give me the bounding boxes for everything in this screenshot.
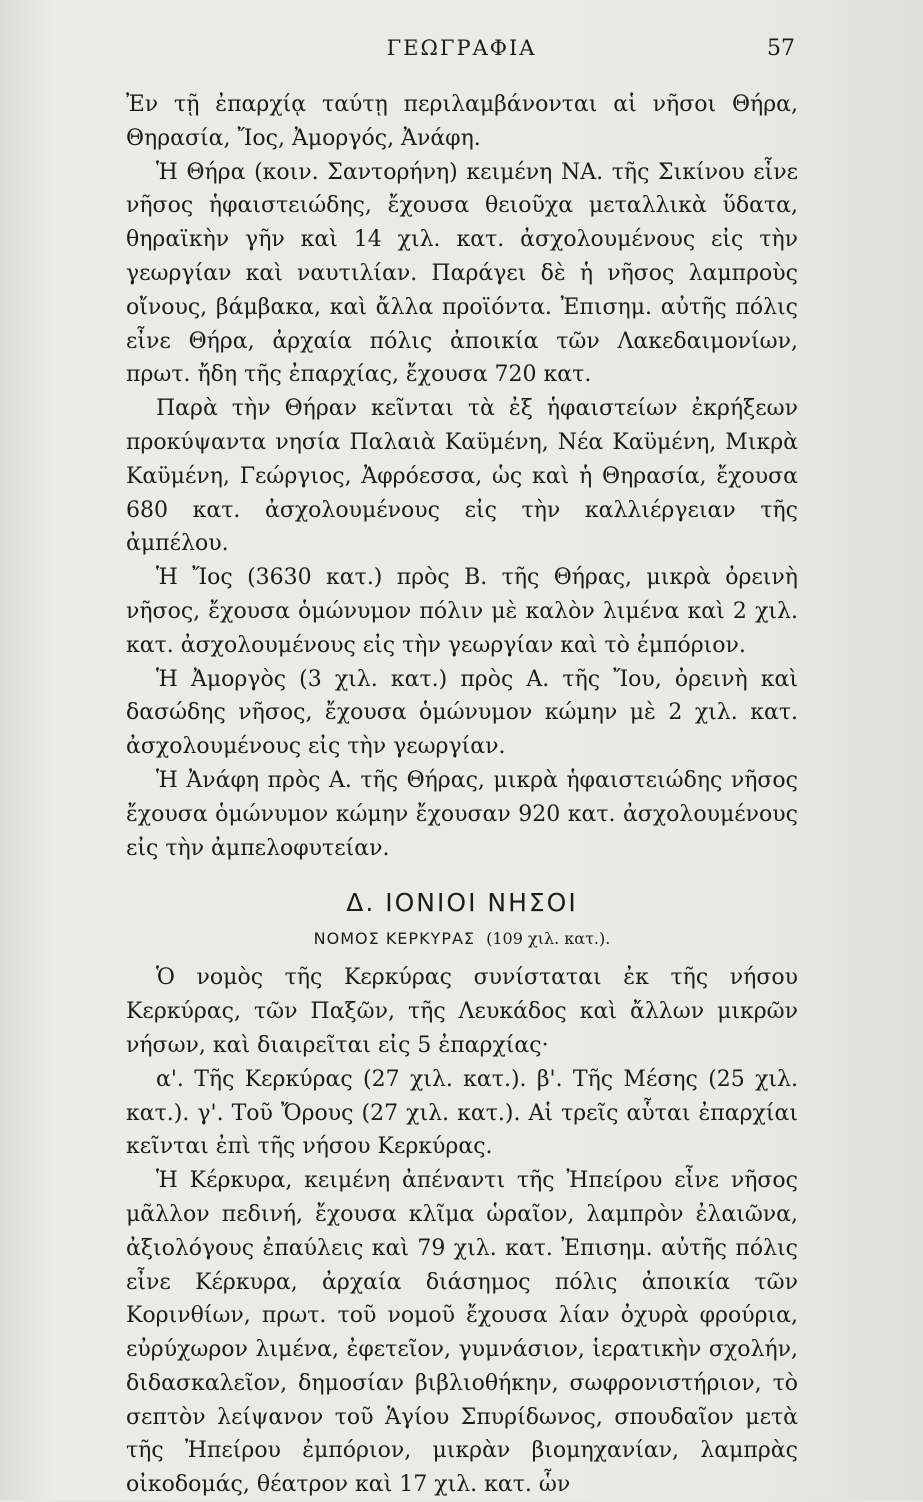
paragraph: Ἡ Ἴος (3630 κατ.) πρὸς Β. τῆς Θήρας, μικρὰ ὀρεινὴ νῆσος, ἔχουσα ὁμώνυμον πόλιν μὲ καλὸν λιμένα καὶ 2 χιλ. κατ. ἀσχολουμένους εἰς τὴν γεωργίαν καὶ τὸ ἐμπόριον. (126, 565, 798, 658)
page-header (0, 36, 923, 72)
paragraph: Παρὰ τὴν Θήραν κεῖνται τὰ ἐξ ἡφαιστείων ἐκρήξεων προκύψαντα νησία Παλαιὰ Καϋμένη, Νέα Καϋμένη, Μικρὰ Καϋμένη, Γεώργιος, Ἀφρόεσσα, ὡς καὶ ἡ Θηρασία, ἔχουσα 680 κατ. ἀσχολουμένους εἰς τὴν καλλιέργειαν τῆς ἀμπέλου. (126, 396, 798, 557)
paragraph: Ἐν τῇ ἐπαρχίᾳ ταύτῃ περιλαμβάνονται αἱ νῆσοι Θήρα, Θηρασία, Ἴος, Ἀμοργός, Ἀνάφη. (126, 92, 798, 151)
paragraph: Ἡ Κέρκυρα, κειμένη ἀπέναντι τῆς Ἠπείρου εἶνε νῆσος μᾶλλον πεδινή, ἔχουσα κλῖμα ὡραῖον, λαμπρὸν ἐλαιῶνα, ἀξιολόγους ἐπαύλεις καὶ 79 χιλ. κατ. Ἐπισημ. αὐτῆς πόλις εἶνε Κέρκυρα, ἀρχαία διάσημος πόλις ἀποικία τῶν Κορινθίων, πρωτ. τοῦ νομοῦ ἔχουσα λίαν ὀχυρὰ φρούρια, εὐρύχωρον λιμένα, ἐφετεῖον, γυμνάσιον, ἱερατικὴν σχολήν, διδασκαλεῖον, δημοσίαν βιβλιοθήκην, σωφρονιστήριον, τὸ σεπτὸν λείψανον τοῦ Ἁγίου Σπυρίδωνος, σπουδαῖον μετὰ τῆς Ἠπείρου ἐμπόριον, μικρὰν βιομηχανίαν, λαμπρὰς οἰκοδομάς, θέατρον καὶ 17 χιλ. κατ. ὧν (126, 1168, 798, 1498)
page-number: 57 (767, 36, 795, 61)
subheading-note: (109 χιλ. κατ.). (486, 929, 611, 949)
page-body (126, 88, 798, 1502)
section-subheading (126, 923, 798, 955)
subheading-title: ΝΟΜΟΣ ΚΕΡΚΥΡΑΣ (313, 929, 476, 949)
paragraph: Ὁ νομὸς τῆς Κερκύρας συνίσταται ἐκ τῆς νήσου Κερκύρας, τῶν Παξῶν, τῆς Λευκάδος καὶ ἄλλων μικρῶν νήσων, καὶ διαιρεῖται εἰς 5 ἐπαρχίας· (126, 965, 798, 1058)
running-head: ΓΕΩΓΡΑΦΙΑ (386, 36, 537, 60)
paragraph: α'. Τῆς Κερκύρας (27 χιλ. κατ.). β'. Τῆς Μέσης (25 χιλ. κατ.). γ'. Τοῦ Ὄρους (27 χιλ. κατ.). Αἱ τρεῖς αὗται ἐπαρχίαι κεῖνται ἐπὶ τῆς νήσου Κερκύρας. (126, 1066, 798, 1160)
paragraph: Ἡ Ἀμοργὸς (3 χιλ. κατ.) πρὸς Α. τῆς Ἴου, ὀρεινὴ καὶ δασώδης νῆσος, ἔχουσα ὁμώνυμον κώμην μὲ 2 χιλ. κατ. ἀσχολουμένους εἰς τὴν γεωργίαν. (126, 666, 798, 760)
paragraph: Ἡ Θήρα (κοιν. Σαντορήνη) κειμένη ΝΑ. τῆς Σικίνου εἶνε νῆσος ἡφαιστειώδης, ἔχουσα θειοῦχα μεταλλικὰ ὕδατα, θηραϊκὴν γῆν καὶ 14 χιλ. κατ. ἀσχολουμένους εἰς τὴν γεωργίαν καὶ ναυτιλίαν. Παράγει δὲ ἡ νῆσος λαμπροὺς οἴνους, βάμβακα, καὶ ἄλλα προϊόντα. Ἐπισημ. αὐτῆς πόλις εἶνε Θήρα, ἀρχαία πόλις ἀποικία τῶν Λακεδαιμονίων, πρωτ. ἤδη τῆς ἐπαρχίας, ἔχουσα 720 κατ. (126, 159, 798, 388)
section-heading: Δ. ΙΟΝΙΟΙ ΝΗΣΟΙ (346, 888, 578, 918)
paragraph: Ἡ Ἀνάφη πρὸς Α. τῆς Θήρας, μικρὰ ἡφαιστειώδης νῆσος ἔχουσα ὁμώνυμον κώμην ἔχουσαν 920 κατ. ἀσχολουμένους εἰς τὴν ἀμπελοφυτείαν. (126, 767, 798, 861)
